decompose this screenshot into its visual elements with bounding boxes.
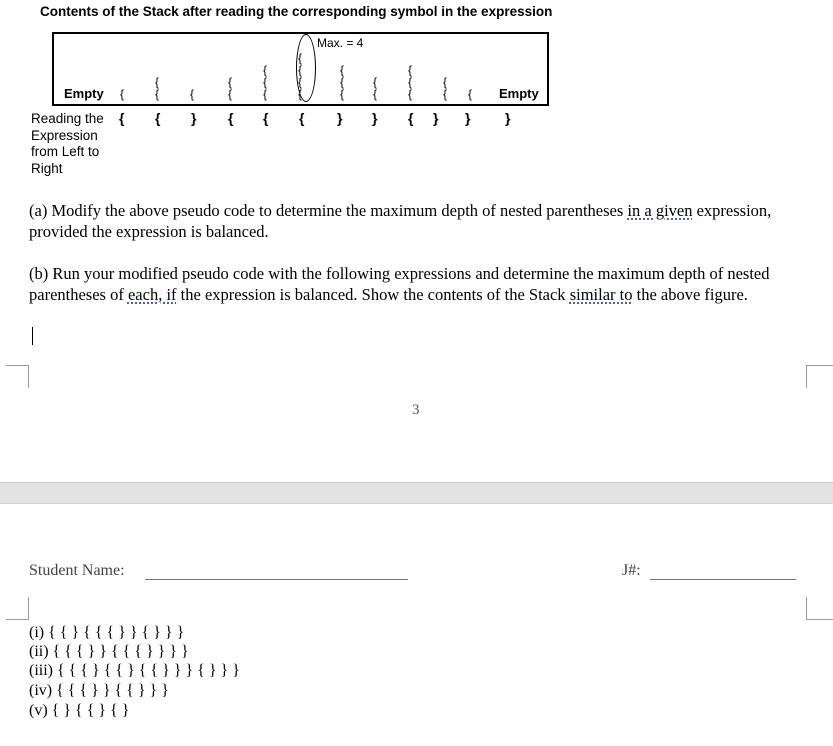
- stack-brace: {: [298, 87, 303, 101]
- expression-item: (v) { } { { } { }: [29, 702, 130, 719]
- question-b: [29, 263, 809, 305]
- stack-brace: {: [340, 63, 345, 77]
- expression-item: (iv) { { { } } { { } } }: [29, 682, 169, 699]
- j-number-field[interactable]: [650, 579, 796, 580]
- expression-item: (ii) { { { } } { { { } } } }: [29, 643, 189, 660]
- stack-brace: {: [373, 87, 378, 101]
- question-b-text: (b) Run your modified pseudo code with the following expressions and determine the maximum depth of nested parentheses of: [29, 264, 770, 304]
- figure-title: Contents of the Stack after reading the corresponding symbol in the expression: [40, 4, 553, 19]
- crop-mark-top-right: [806, 597, 833, 620]
- sequence-symbol: }: [337, 110, 343, 126]
- stack-brace: {: [408, 87, 413, 101]
- stack-brace: {: [408, 75, 413, 89]
- question-a-text: (a) Modify the above pseudo code to determine the maximum depth of nested parentheses: [29, 201, 628, 220]
- stack-brace: {: [408, 63, 413, 77]
- stack-brace: {: [298, 63, 303, 77]
- stack-empty-right: Empty: [499, 86, 539, 101]
- student-name-label: Student Name:: [29, 562, 125, 579]
- question-a-underlined: in a given: [627, 201, 693, 220]
- stack-brace: {: [120, 87, 125, 101]
- reading-label: Reading the Expression from Left to Right: [31, 111, 104, 176]
- question-b-underlined-2: similar to: [569, 285, 633, 304]
- stack-empty-left: Empty: [64, 86, 104, 101]
- stack-brace: {: [155, 75, 160, 89]
- question-a-text-end: expression, provided the expression is balanced.: [29, 201, 772, 241]
- page-separator: [0, 482, 833, 504]
- stack-brace: {: [263, 75, 268, 89]
- sequence-symbol: {: [155, 110, 161, 126]
- sequence-symbol: }: [191, 110, 197, 126]
- crop-mark-bottom-right: [806, 365, 833, 388]
- sequence-symbol: }: [505, 110, 511, 126]
- max-depth-label: Max. = 4: [317, 36, 364, 50]
- student-name-field[interactable]: [145, 579, 408, 580]
- question-b-text-3: the above figure.: [632, 285, 748, 304]
- crop-mark-bottom-left: [6, 365, 29, 388]
- sequence-symbol: {: [119, 110, 125, 126]
- stack-brace: {: [443, 75, 448, 89]
- j-number-label: J#:: [622, 562, 641, 579]
- stack-brace: {: [190, 87, 195, 101]
- question-b-text-2: the expression is balanced. Show the contents of the Stack: [176, 285, 570, 304]
- stack-brace: {: [340, 75, 345, 89]
- sequence-symbol: {: [228, 110, 234, 126]
- stack-brace: {: [155, 87, 160, 101]
- sequence-symbol: }: [465, 110, 471, 126]
- stack-brace: {: [263, 63, 268, 77]
- sequence-symbol: {: [299, 110, 305, 126]
- stack-brace: {: [340, 87, 345, 101]
- stack-brace: {: [263, 87, 268, 101]
- stack-brace: {: [298, 51, 303, 65]
- page-number: 3: [412, 402, 420, 418]
- crop-mark-top-left: [6, 597, 29, 620]
- sequence-symbol: {: [263, 110, 269, 126]
- stack-brace: {: [468, 87, 473, 101]
- question-b-underlined-1: each, if: [127, 285, 177, 304]
- stack-brace: {: [443, 87, 448, 101]
- expression-item: (iii) { { { } { { } { { } } } { } } }: [29, 662, 240, 679]
- sequence-symbol: }: [433, 110, 439, 126]
- stack-brace: {: [298, 75, 303, 89]
- sequence-symbol: }: [372, 110, 378, 126]
- sequence-symbol: {: [408, 110, 414, 126]
- text-cursor[interactable]: [32, 327, 33, 345]
- stack-brace: {: [228, 75, 233, 89]
- expression-item: (i) { { } { { { } } { } } }: [29, 624, 185, 641]
- stack-brace: {: [228, 87, 233, 101]
- stack-brace: {: [373, 75, 378, 89]
- question-a: [29, 200, 809, 242]
